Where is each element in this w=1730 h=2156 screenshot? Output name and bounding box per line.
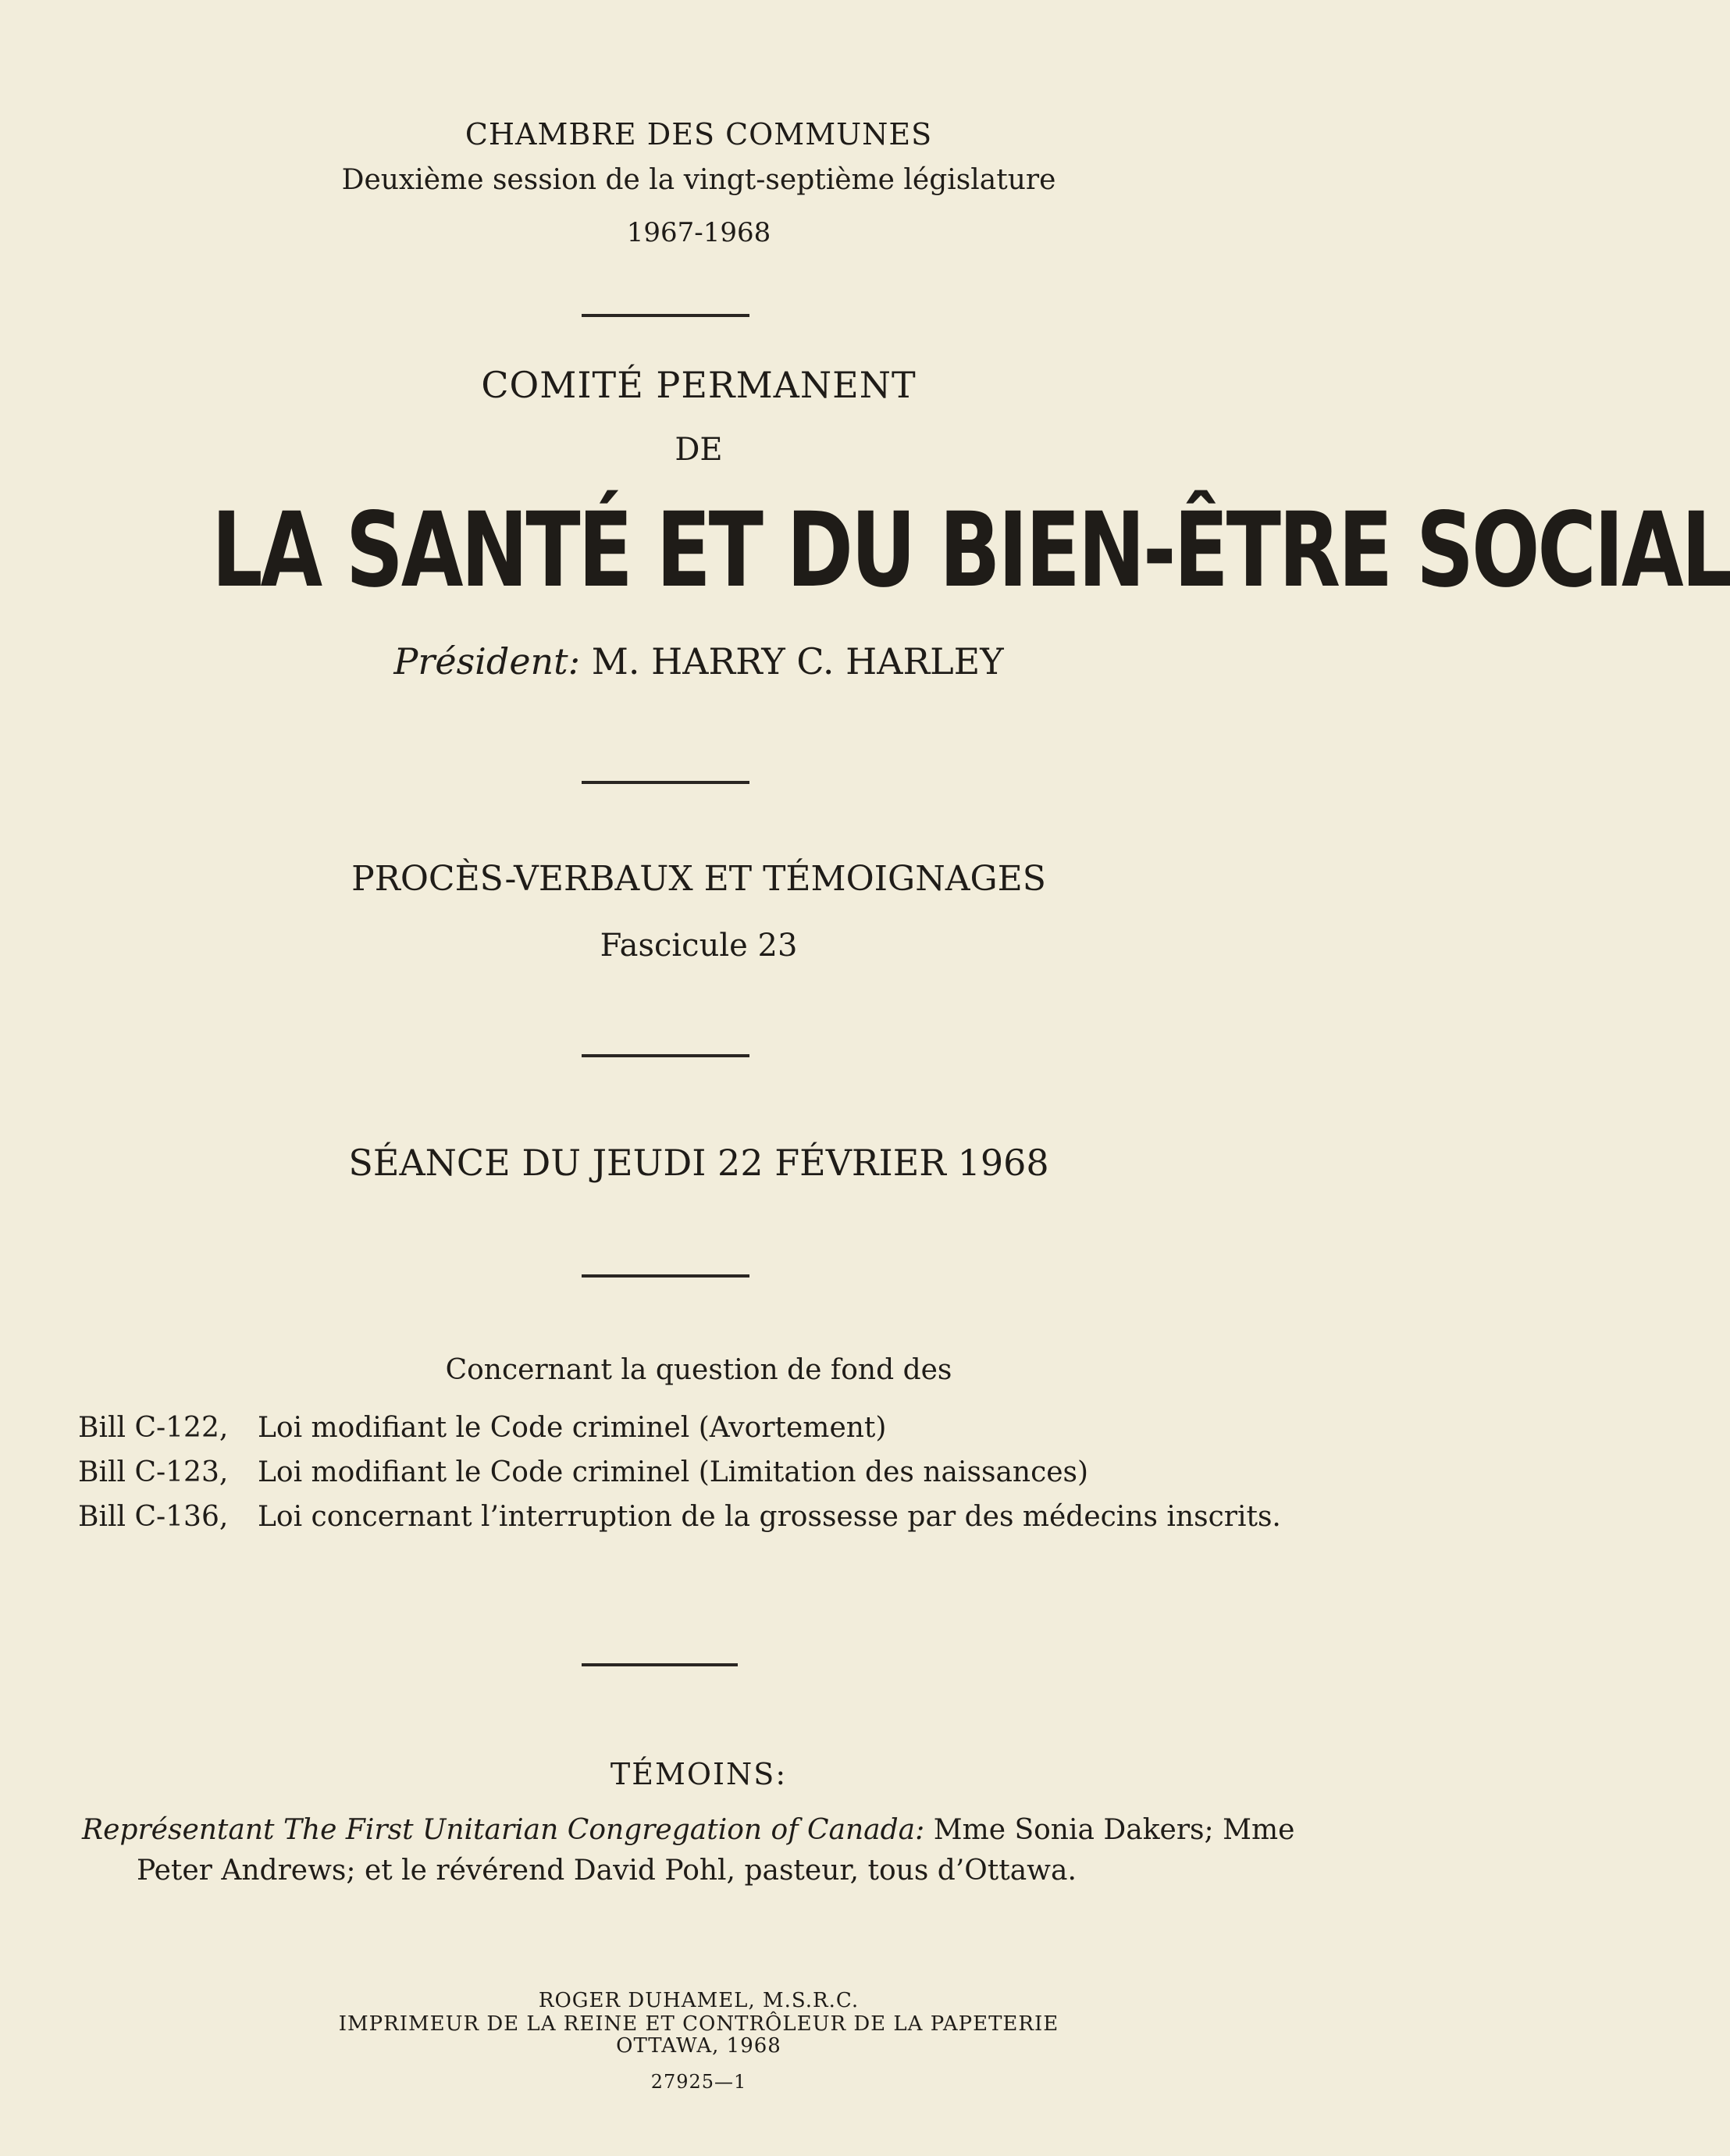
printer-role: IMPRIMEUR DE LA REINE ET CONTRÔLEUR DE LA PAPETERIE bbox=[338, 2012, 1059, 2036]
bill-item bbox=[78, 1495, 1296, 1539]
bill-item bbox=[78, 1406, 1296, 1450]
witnesses-paragraph bbox=[82, 1810, 1308, 1891]
bill-list bbox=[78, 1406, 1296, 1539]
bill-title: Loi modifiant le Code criminel (Limitation des naissances) bbox=[258, 1456, 1089, 1488]
sitting-date: SÉANCE DU JEUDI 22 FÉVRIER 1968 bbox=[348, 1142, 1049, 1184]
publication-heading: PROCÈS-VERBAUX ET TÉMOIGNAGES bbox=[351, 859, 1046, 899]
divider-rule bbox=[582, 314, 749, 317]
bill-number: Bill C-123, bbox=[78, 1456, 229, 1488]
bill-item bbox=[78, 1450, 1296, 1495]
fascicule-number: Fascicule 23 bbox=[600, 928, 798, 964]
house-name: CHAMBRE DES COMMUNES bbox=[465, 117, 933, 151]
witnesses-heading: TÉMOINS: bbox=[610, 1757, 788, 1791]
divider-rule bbox=[582, 1663, 738, 1666]
committee-line: COMITÉ PERMANENT bbox=[481, 364, 917, 406]
witnesses-representing: Représentant The First Unitarian Congregation of Canada: bbox=[82, 1814, 925, 1846]
bill-title: Loi modifiant le Code criminel (Avortement) bbox=[258, 1412, 887, 1444]
print-place: OTTAWA, 1968 bbox=[616, 2034, 781, 2058]
committee-de: DE bbox=[675, 432, 723, 468]
witnesses-names: Mme Sonia Dakers; Mme Peter Andrews; et le révérend David Pohl, pasteur, tous d’Ottawa. bbox=[137, 1814, 1295, 1887]
subject-intro: Concernant la question de fond des bbox=[445, 1354, 952, 1386]
president-name: M. HARRY C. HARLEY bbox=[591, 640, 1004, 682]
divider-rule bbox=[582, 1274, 749, 1278]
bill-number: Bill C-136, bbox=[78, 1501, 229, 1533]
printer-name: ROGER DUHAMEL, M.S.R.C. bbox=[538, 1989, 860, 2012]
committee-title: LA SANTÉ ET DU BIEN-ÊTRE SOCIAL bbox=[212, 490, 1730, 611]
divider-rule bbox=[582, 781, 749, 784]
president-line bbox=[0, 640, 1397, 682]
print-code: 27925—1 bbox=[650, 2071, 747, 2093]
session-line: Deuxième session de la vingt-septième législature bbox=[341, 164, 1056, 196]
bill-number: Bill C-122, bbox=[78, 1412, 229, 1444]
divider-rule bbox=[582, 1054, 749, 1057]
bill-title: Loi concernant l’interruption de la grossesse par des médecins inscrits. bbox=[258, 1501, 1281, 1533]
session-years: 1967-1968 bbox=[626, 217, 771, 248]
president-label: Président: bbox=[393, 640, 581, 682]
